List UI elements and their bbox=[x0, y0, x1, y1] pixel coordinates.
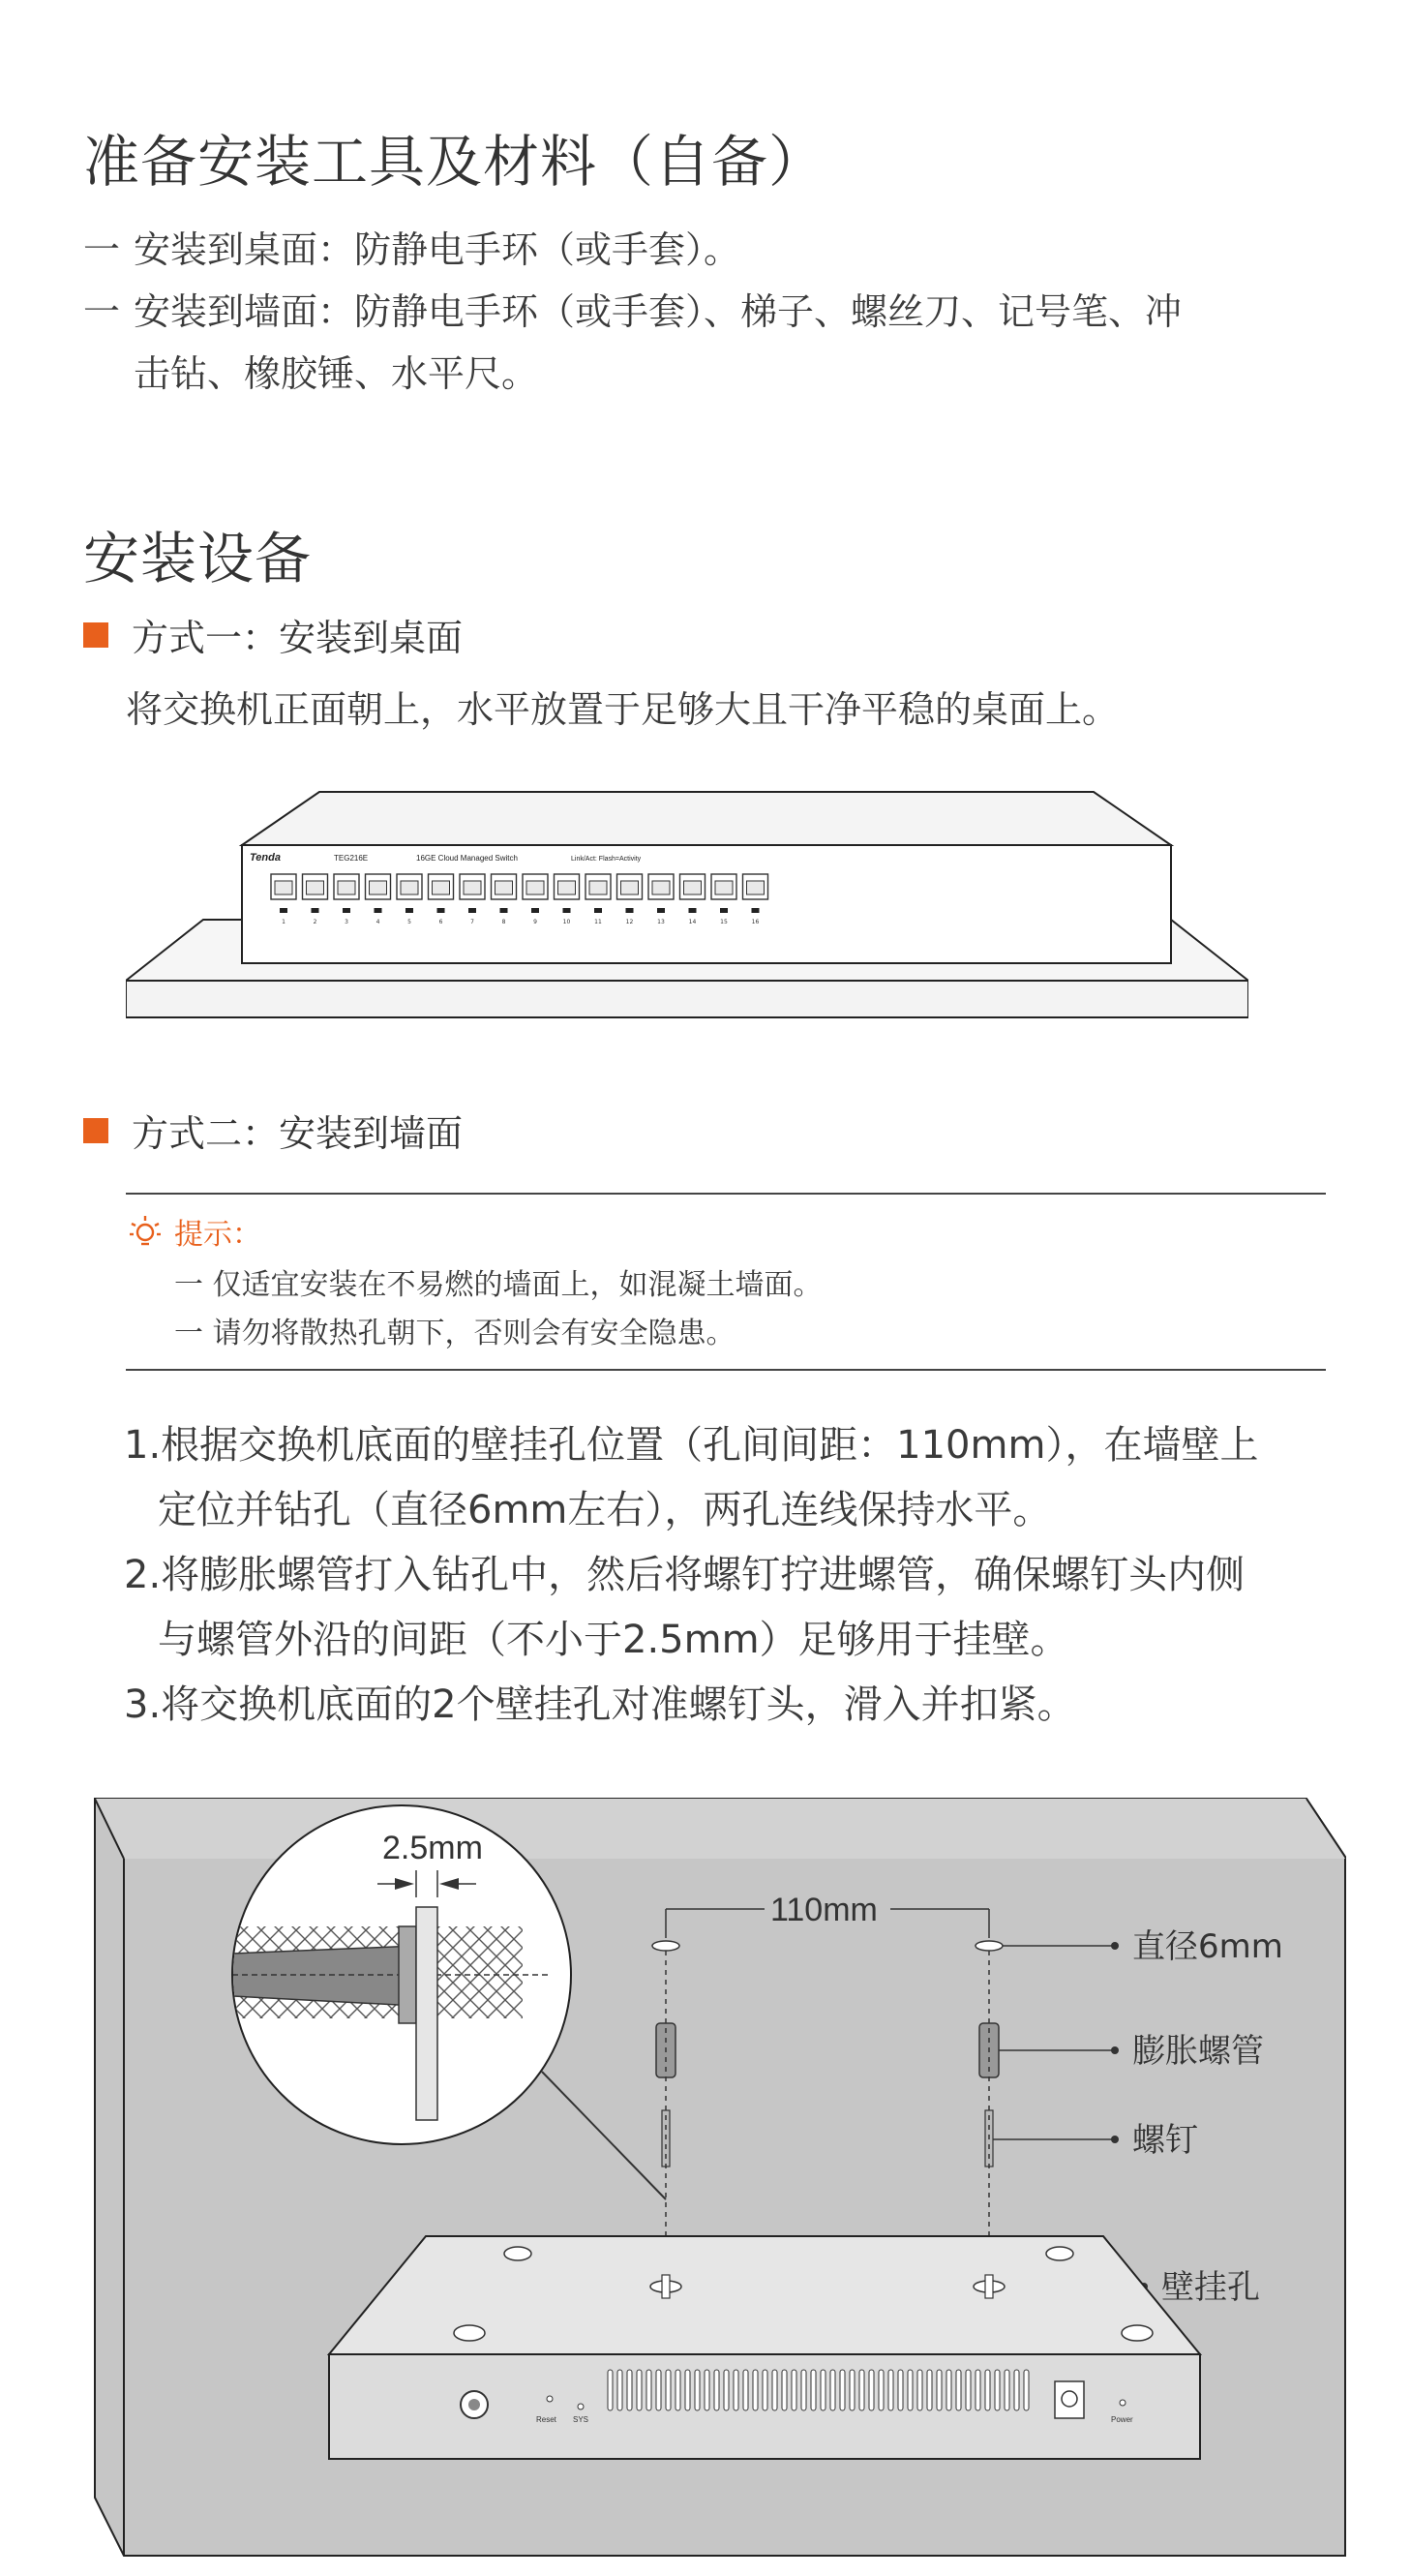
switch-brand: Tenda bbox=[250, 852, 281, 864]
vent-slot bbox=[753, 2370, 758, 2410]
vent-slot bbox=[675, 2370, 680, 2410]
desktop-switch-illustration bbox=[126, 774, 1248, 1036]
port-number-14: 14 bbox=[688, 919, 697, 925]
vent-slot bbox=[695, 2370, 700, 2410]
tip-heading bbox=[126, 1210, 261, 1253]
port-led-4 bbox=[375, 908, 382, 913]
vent-slot bbox=[734, 2370, 738, 2410]
vent-slot bbox=[908, 2370, 913, 2410]
drill-hole-right bbox=[976, 1941, 1003, 1951]
power-label: Power bbox=[1111, 2415, 1133, 2424]
vent-slot bbox=[840, 2370, 845, 2410]
step-1-line-2: 定位并钻孔（直径6mm左右），两孔连线保持水平。 bbox=[158, 1488, 1052, 1532]
vent-slot bbox=[830, 2370, 835, 2410]
vent-slot bbox=[637, 2370, 642, 2410]
port-number-9: 9 bbox=[533, 919, 537, 925]
tip-line-1 bbox=[174, 1260, 823, 1303]
drill-hole-left bbox=[652, 1941, 679, 1951]
dash-marker: 一 bbox=[83, 290, 121, 333]
vent-slot bbox=[772, 2370, 777, 2410]
vent-slot bbox=[859, 2370, 864, 2410]
switch-desc: 16GE Cloud Managed Switch bbox=[416, 854, 518, 863]
vent-slot bbox=[1014, 2370, 1019, 2410]
vent-slot bbox=[656, 2370, 661, 2410]
gap-label: 2.5mm bbox=[382, 1830, 483, 1866]
vent-slot bbox=[724, 2370, 729, 2410]
vent-slot bbox=[850, 2370, 855, 2410]
port-number-10: 10 bbox=[562, 919, 571, 925]
method2-title bbox=[83, 1104, 463, 1157]
switch-model: TEG216E bbox=[334, 854, 369, 863]
tip-top-rule bbox=[126, 1193, 1326, 1195]
sys-label: SYS bbox=[573, 2415, 589, 2424]
switch-led-text: Link/Act: Flash=Activity bbox=[571, 856, 642, 863]
port-number-5: 5 bbox=[407, 919, 411, 925]
switch-top bbox=[242, 792, 1171, 845]
vent-slot bbox=[811, 2370, 816, 2410]
callout-screw: 螺钉 bbox=[1132, 2121, 1198, 2160]
vent-slot bbox=[995, 2370, 1000, 2410]
vent-slot bbox=[666, 2370, 671, 2410]
vent-slot bbox=[801, 2370, 806, 2410]
port-number-2: 2 bbox=[313, 919, 317, 925]
port-led-5 bbox=[405, 908, 413, 913]
callout-hole: 直径6mm bbox=[1132, 1927, 1283, 1966]
section-title-tools: 准备安装工具及材料（自备） bbox=[83, 129, 826, 195]
port-number-4: 4 bbox=[375, 919, 380, 925]
dash-marker: 一 bbox=[83, 228, 121, 271]
vent-slot bbox=[705, 2370, 709, 2410]
callout-anchor: 膨胀螺管 bbox=[1132, 2032, 1264, 2071]
tool-item-wall bbox=[83, 281, 1182, 343]
port-number-13: 13 bbox=[657, 919, 665, 925]
port-led-1 bbox=[280, 908, 287, 913]
vent-slot bbox=[976, 2370, 980, 2410]
port-led-2 bbox=[312, 908, 319, 913]
tip-text-2: 请勿将散热孔朝下，否则会有安全隐患。 bbox=[212, 1317, 736, 1350]
port-led-8 bbox=[500, 908, 508, 913]
port-number-7: 7 bbox=[470, 919, 474, 925]
tool-item-wall-cont: 击钻、橡胶锤、水平尺。 bbox=[134, 352, 539, 395]
port-number-3: 3 bbox=[345, 919, 348, 925]
method1-title-text: 方式一：安装到桌面 bbox=[132, 617, 464, 659]
vent-slot bbox=[946, 2370, 951, 2410]
step-1-line-1: 1.根据交换机底面的壁挂孔位置（孔间间距：110mm），在墙壁上 bbox=[124, 1423, 1259, 1468]
power-jack bbox=[1055, 2381, 1084, 2418]
vent-slot bbox=[917, 2370, 922, 2410]
vent-slot bbox=[685, 2370, 690, 2410]
port-led-13 bbox=[657, 908, 665, 913]
port-led-11 bbox=[594, 908, 602, 913]
reset-label: Reset bbox=[536, 2415, 556, 2424]
step-3: 3.将交换机底面的2个壁挂孔对准螺钉头，滑入并扣紧。 bbox=[124, 1682, 1076, 1727]
method1-desc: 将交换机正面朝上，水平放置于足够大且干净平稳的桌面上。 bbox=[126, 688, 1120, 731]
port-number-11: 11 bbox=[594, 919, 602, 925]
port-led-9 bbox=[531, 908, 539, 913]
port-number-6: 6 bbox=[438, 919, 443, 925]
tip-title-text: 提示： bbox=[174, 1218, 261, 1252]
port-led-10 bbox=[563, 908, 571, 913]
vent-slot bbox=[985, 2370, 990, 2410]
vent-slot bbox=[888, 2370, 893, 2410]
tip-bottom-rule bbox=[126, 1369, 1326, 1371]
vent-slot bbox=[898, 2370, 903, 2410]
port-led-6 bbox=[437, 908, 445, 913]
vent-slot bbox=[821, 2370, 826, 2410]
method1-title bbox=[83, 608, 463, 661]
vent-slot bbox=[608, 2370, 613, 2410]
tool-item-desk bbox=[83, 219, 740, 281]
switch-front bbox=[242, 845, 1171, 963]
step-2-line-2: 与螺管外沿的间距（不小于2.5mm）足够用于挂壁。 bbox=[158, 1618, 1069, 1662]
port-led-14 bbox=[689, 908, 697, 913]
port-number-1: 1 bbox=[282, 919, 285, 925]
vent-slot bbox=[763, 2370, 767, 2410]
vent-slot bbox=[782, 2370, 787, 2410]
vent-slot bbox=[927, 2370, 932, 2410]
vent-slot bbox=[617, 2370, 622, 2410]
vent-slot bbox=[714, 2370, 719, 2410]
port-number-8: 8 bbox=[501, 919, 506, 925]
vent-slot bbox=[966, 2370, 971, 2410]
vent-slot bbox=[1005, 2370, 1009, 2410]
port-number-15: 15 bbox=[720, 919, 728, 925]
vent-slot bbox=[646, 2370, 651, 2410]
port-led-15 bbox=[720, 908, 728, 913]
port-led-7 bbox=[468, 908, 476, 913]
tip-line-2 bbox=[174, 1309, 736, 1351]
dash-marker: 一 bbox=[174, 1268, 203, 1302]
tool-item-wall-text: 安装到墙面：防静电手环（或手套）、梯子、螺丝刀、记号笔、冲 bbox=[134, 290, 1183, 333]
method2-title-text: 方式二：安装到墙面 bbox=[132, 1112, 464, 1155]
vent-slot bbox=[869, 2370, 874, 2410]
tool-item-desk-text: 安装到桌面：防静电手环（或手套）。 bbox=[134, 228, 741, 271]
port-led-3 bbox=[343, 908, 350, 913]
callout-mount-hole: 壁挂孔 bbox=[1161, 2268, 1260, 2307]
vent-slot bbox=[627, 2370, 632, 2410]
port-led-16 bbox=[752, 908, 760, 913]
dash-marker: 一 bbox=[174, 1317, 203, 1350]
spacing-label: 110mm bbox=[770, 1892, 878, 1928]
vent-slot bbox=[937, 2370, 942, 2410]
vent-slot bbox=[956, 2370, 961, 2410]
wall-mount-diagram bbox=[87, 1791, 1355, 2565]
step-2-line-1: 2.将膨胀螺管打入钻孔中，然后将螺钉拧进螺管，确保螺钉头内侧 bbox=[124, 1553, 1246, 1597]
vent-slot bbox=[879, 2370, 884, 2410]
square-bullet-icon bbox=[83, 1118, 108, 1143]
table-edge bbox=[126, 981, 1248, 1017]
vent-slot bbox=[792, 2370, 796, 2410]
section-title-install: 安装设备 bbox=[83, 526, 313, 591]
port-number-16: 16 bbox=[751, 919, 760, 925]
vent-slot bbox=[1024, 2370, 1029, 2410]
port-number-12: 12 bbox=[625, 919, 634, 925]
tip-text-1: 仅适宜安装在不易燃的墙面上，如混凝土墙面。 bbox=[212, 1268, 823, 1302]
port-led-12 bbox=[626, 908, 634, 913]
vent-slot bbox=[743, 2370, 748, 2410]
lightbulb-icon bbox=[126, 1212, 165, 1251]
square-bullet-icon bbox=[83, 622, 108, 648]
